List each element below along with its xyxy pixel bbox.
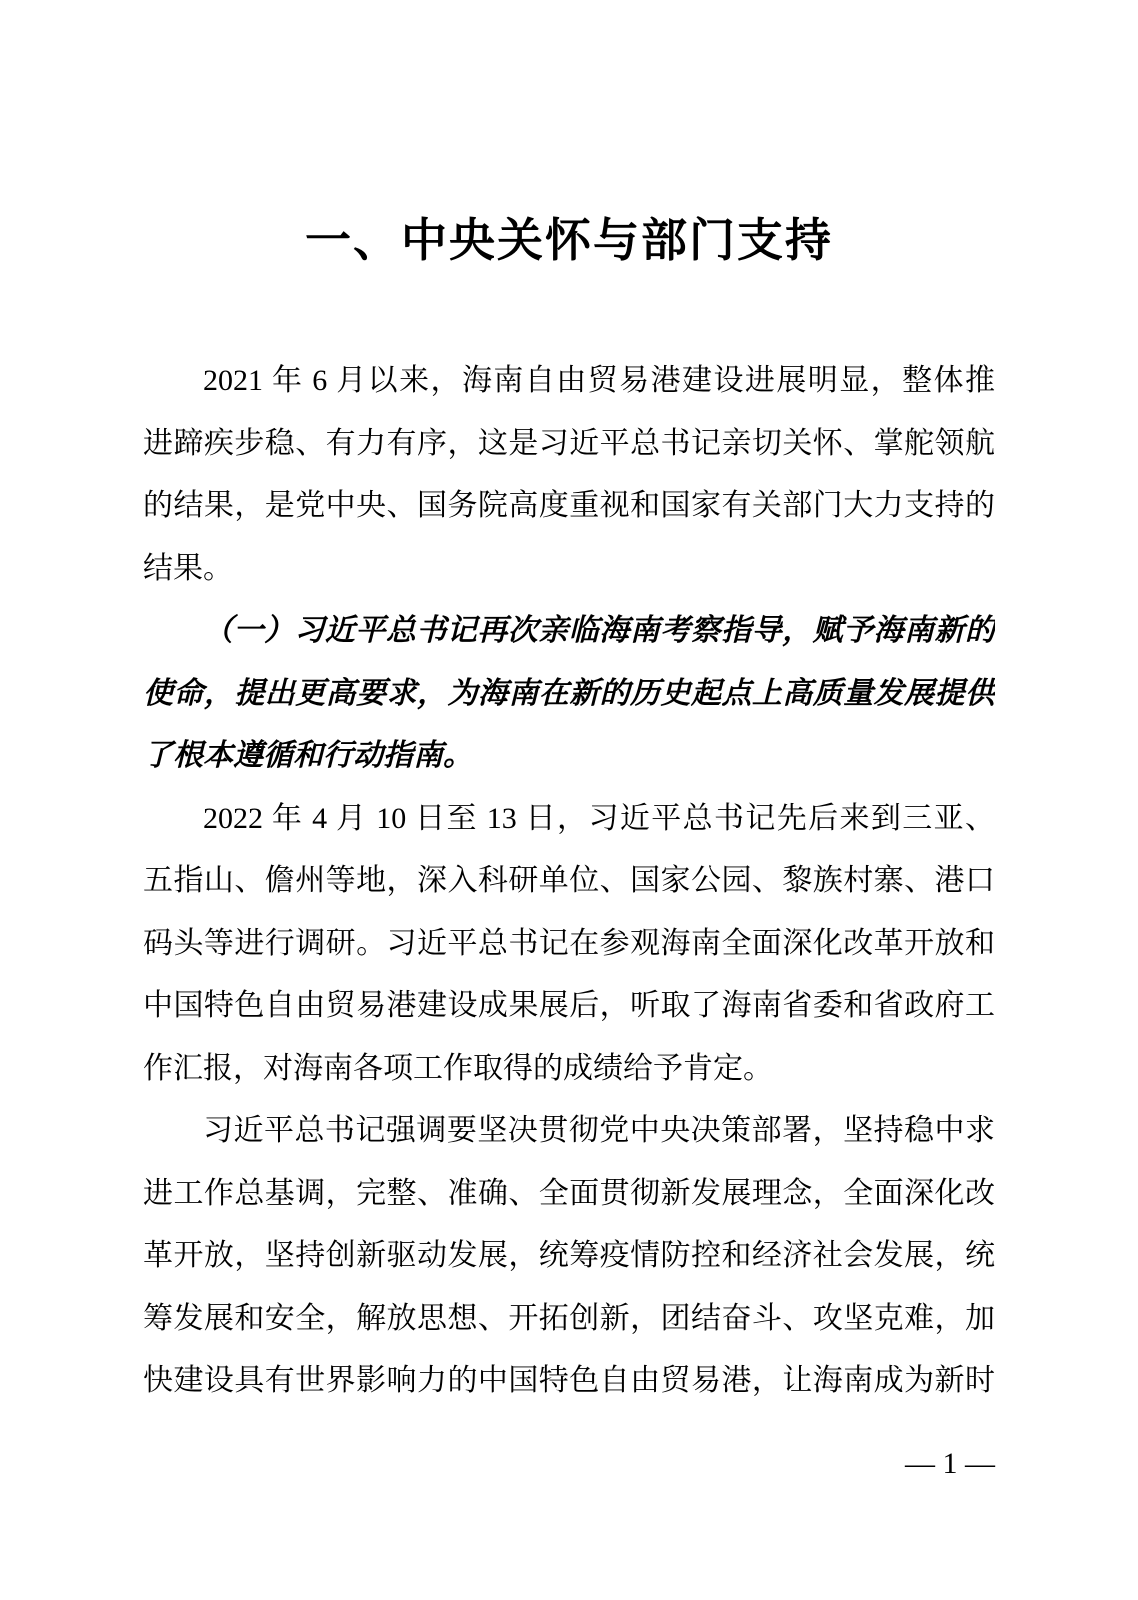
paragraph-line: 五指山、儋州等地，深入科研单位、国家公园、黎族村寨、港口 xyxy=(143,864,995,897)
paragraph-line: 2021 年 6 月以来，海南自由贸易港建设进展明显，整体推 xyxy=(203,364,995,397)
paragraph-line: 码头等进行调研。习近平总书记在参观海南全面深化改革开放和 xyxy=(143,926,995,960)
paragraph-line: 快建设具有世界影响力的中国特色自由贸易港，让海南成为新时 xyxy=(143,1364,995,1397)
paragraph-line: 进蹄疾步稳、有力有序，这是习近平总书记亲切关怀、掌舵领航 xyxy=(143,426,995,460)
paragraph-emphasis xyxy=(143,600,995,788)
paragraph xyxy=(143,350,995,600)
paragraph-line: 了根本遵循和行动指南。 xyxy=(143,739,473,772)
paragraph-line: 的结果，是党中央、国务院高度重视和国家有关部门大力支持的 xyxy=(143,489,995,522)
paragraph-line: 中国特色自由贸易港建设成果展后，听取了海南省委和省政府工 xyxy=(143,989,995,1022)
page-number: — 1 — xyxy=(905,1447,995,1480)
document-body xyxy=(143,350,995,1413)
paragraph-line: 作汇报，对海南各项工作取得的成绩给予肯定。 xyxy=(143,1051,773,1085)
paragraph-line: 进工作总基调，完整、准确、全面贯彻新发展理念，全面深化改 xyxy=(143,1176,995,1210)
paragraph-line: （一）习近平总书记再次亲临海南考察指导，赋予海南新的 xyxy=(203,614,995,647)
paragraph-line: 革开放，坚持创新驱动发展，统筹疫情防控和经济社会发展，统 xyxy=(143,1239,995,1272)
paragraph-line: 2022 年 4 月 10 日至 13 日，习近平总书记先后来到三亚、 xyxy=(203,801,995,835)
paragraph xyxy=(143,788,995,1101)
paragraph-line: 使命，提出更高要求，为海南在新的历史起点上高质量发展提供 xyxy=(143,676,995,710)
paragraph-line: 筹发展和安全，解放思想、开拓创新，团结奋斗、攻坚克难，加 xyxy=(143,1301,995,1335)
page-title: 一、中央关怀与部门支持 xyxy=(305,214,833,266)
page-footer xyxy=(0,1442,995,1486)
paragraph-line: 习近平总书记强调要坚决贯彻党中央决策部署，坚持稳中求 xyxy=(203,1114,995,1147)
paragraph-line: 结果。 xyxy=(143,551,233,585)
paragraph xyxy=(143,1100,995,1413)
